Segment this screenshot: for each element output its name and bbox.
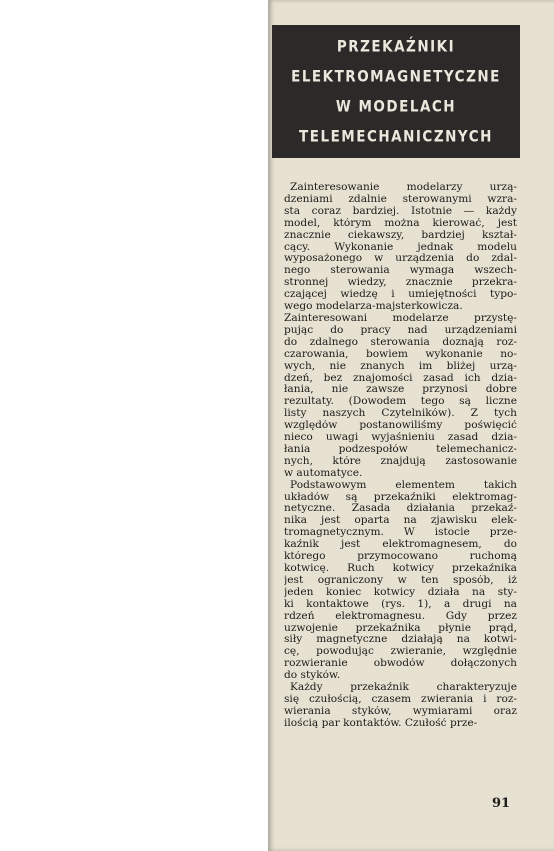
text-line: do styków.: [284, 670, 341, 682]
text-line: rdzeń elektromagnesu. Gdy przez: [284, 610, 517, 622]
text-line: nych, które znajdują zastosowanie: [284, 455, 517, 467]
text-line: siły magnetyczne działają na kotwi-: [284, 634, 517, 646]
text-line: uzwojenie przekaźnika płynie prąd,: [284, 622, 517, 634]
text-line: czającej wiedzę i umiejętności typo-: [284, 289, 517, 301]
text-line: Każdy przekaźnik charakteryzuje: [290, 682, 517, 694]
text-line: cę, powodując zwieranie, względnie: [284, 646, 517, 658]
page-number: 91: [492, 796, 511, 811]
text-line: czarowania, bowiem wykonanie no-: [284, 348, 517, 360]
text-line: kaźnik jest elektromagnesem, do: [284, 539, 517, 551]
text-line: tromagnetycznym. W istocie prze-: [284, 527, 517, 539]
text-line: wych, nie znanych im bliżej urzą-: [284, 360, 517, 372]
article-body: [284, 182, 517, 730]
text-line: rozwieranie obwodów dołączonych: [284, 658, 517, 670]
title-line: PRZEKAŹNIKI: [336, 37, 456, 56]
text-line: się czułością, czasem zwierania i roz-: [284, 693, 517, 705]
text-line: łania podzespołów telemechanicz-: [284, 443, 517, 455]
text-line: pując do pracy nad urządzeniami: [284, 324, 517, 336]
text-line: w automatyce.: [284, 467, 363, 479]
text-line: Zainteresowani modelarze przystę-: [284, 312, 517, 324]
text-line: wyposażonego w urządzenia do zdal-: [284, 253, 517, 265]
text-line: jest ograniczony w ten sposób, iż: [284, 574, 517, 586]
text-line: którego przymocowano ruchomą: [284, 551, 517, 563]
text-line: model, którym można kierować, jest: [284, 217, 517, 229]
text-line: listy naszych Czytelników). Z tych: [284, 408, 517, 420]
text-line: łania, nie zawsze przynosi dobre: [284, 384, 517, 396]
text-line: nieco uwagi wyjaśnieniu zasad dzia-: [284, 432, 517, 444]
text-line: kotwicę. Ruch kotwicy przekaźnika: [284, 563, 517, 574]
text-line: dzeń, bez znajomości zasad ich dzia-: [284, 372, 517, 384]
text-line: sta coraz bardziej. Istotnie — każdy: [284, 205, 517, 217]
title-line: ELEKTROMAGNETYCZNE: [291, 67, 501, 86]
text-line: do zdalnego sterowania doznają roz-: [284, 336, 517, 348]
text-line: nika jest oparta na zjawisku elek-: [284, 515, 517, 527]
title-line: W MODELACH: [335, 97, 457, 116]
text-line: nego sterowania wymaga wszech-: [284, 265, 517, 277]
title-banner: [272, 25, 520, 158]
text-line: względów postanowiliśmy poświęcić: [284, 420, 517, 432]
text-line: ilością par kontaktów. Czułość prze-: [284, 717, 478, 729]
text-line: jeden koniec kotwicy działa na sty-: [284, 586, 517, 598]
text-line: ki kontaktowe (rys. 1), a drugi na: [284, 598, 517, 610]
text-line: wego modelarza-majsterkowicza.: [284, 301, 463, 313]
title-line: TELEMECHANICZNYCH: [299, 127, 493, 146]
text-line: cący. Wykonanie jednak modelu: [284, 241, 517, 253]
text-line: układów są przekaźniki elektromag-: [284, 491, 517, 503]
text-line: dzeniami zdalnie sterowanymi wzra-: [284, 193, 517, 205]
text-line: wierania styków, wymiarami oraz: [284, 705, 517, 717]
text-line: netyczne. Zasada działania przekaź-: [284, 503, 517, 515]
text-line: znacznie ciekawszy, bardziej kształ-: [284, 229, 517, 241]
text-line: rezultaty. (Dowodem tego są liczne: [284, 396, 517, 408]
text-line: Zainteresowanie modelarzy urzą-: [290, 182, 517, 193]
text-line: stronnej wiedzy, znacznie przekra-: [284, 277, 517, 289]
text-line: Podstawowym elementem takich: [290, 479, 517, 491]
